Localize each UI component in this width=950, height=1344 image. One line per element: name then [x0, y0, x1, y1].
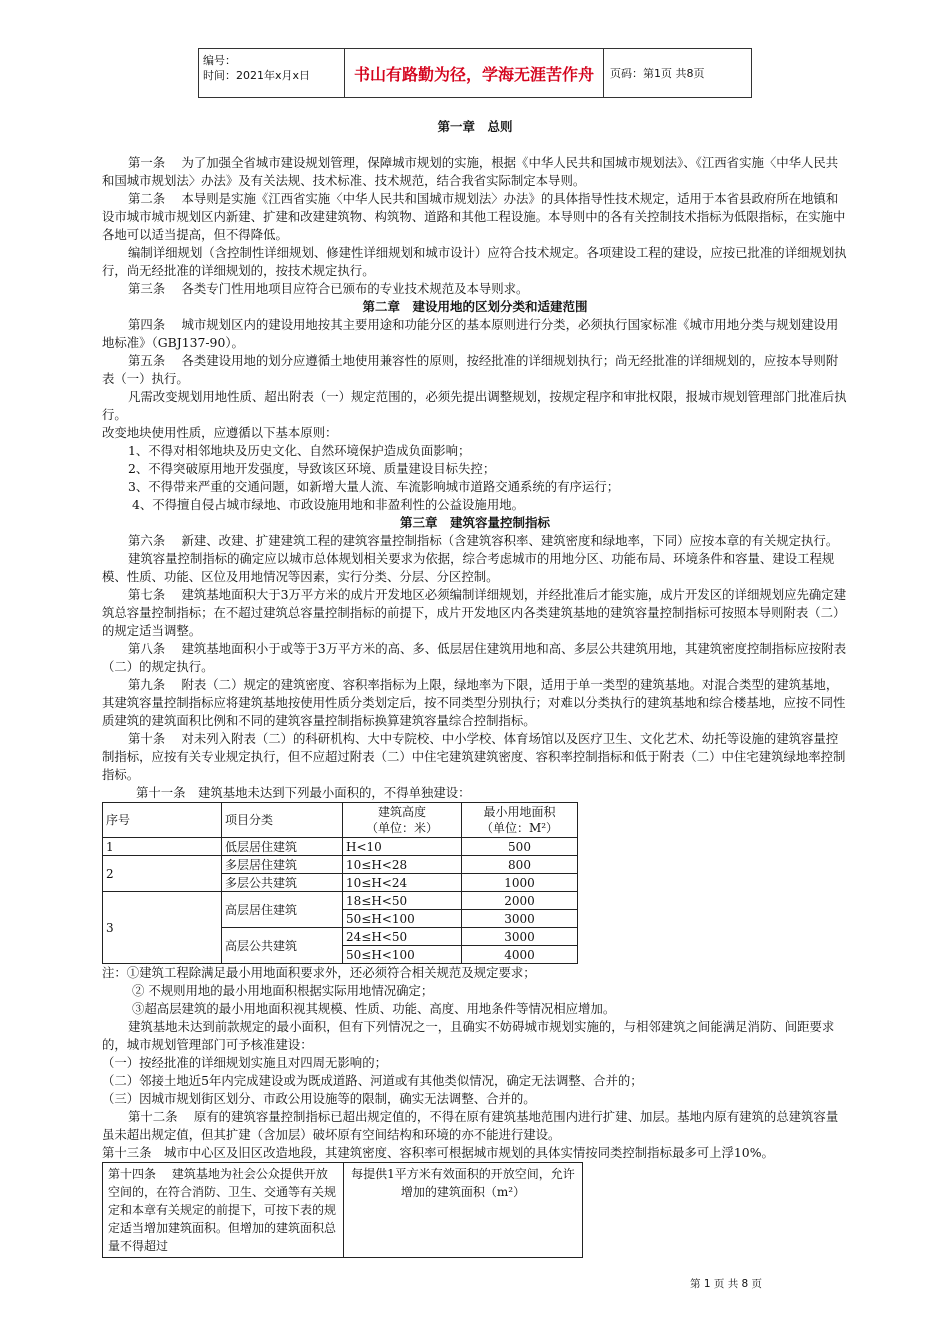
article-9: 第九条 附表（二）规定的建筑密度、容积率指标为上限，绿地率为下限，适用于单一类型的建筑基地。对混合类型的建筑基地，其建筑容量控制指标应将建筑基地按使用性质分类划定后，按不同类型分别执行；对难以分类执行的建筑基地和综合楼基地，应按不同性质建筑的建筑面积比例和不同的建筑容量控制指标换算建筑容量综合控制指标。	[102, 677, 846, 728]
chapter-2-title: 第二章 建设用地的区划分类和适建范围	[362, 299, 588, 314]
col-height: 建筑高度 （单位：米）	[343, 803, 462, 838]
chapter-3-title: 第三章 建筑容量控制指标	[399, 515, 550, 530]
article-2-paragraph: 编制详细规划（含控制性详细规划、修建性详细规划和城市设计）应符合技术规定。各项建设工程的建设，应按已批准的详细规划执行，尚无经批准的详细规划的，按技术规定执行。	[102, 245, 847, 278]
note-exception: 建筑基地未达到前款规定的最小面积，但有下列情况之一，且确实不妨碍城市规划实施的，与相邻建筑之间能满足消防、间距要求的，城市规划管理部门可予核准建设：	[102, 1019, 835, 1052]
bonus-area-header: 每提供1平方米有效面积的开放空间，允许增加的建筑面积（m²）	[344, 1163, 583, 1258]
header-time: 时间：2021年x月x日	[203, 69, 311, 82]
article-6-paragraph: 建筑容量控制指标的确定应以城市总体规划相关要求为依据，综合考虑城市的用地分区、功能布局、环境条件和容量、建设工程规模、性质、功能、区位及用地情况等因素，实行分类、分层、分区控制。	[102, 551, 835, 584]
col-category: 项目分类	[222, 803, 343, 838]
article-8: 第八条 建筑基地面积小于或等于3万平方米的高、多、低层居住建筑用地和高、多层公共建筑用地，其建筑密度控制指标应按附表（二）的规定执行。	[102, 641, 847, 674]
open-space-table	[102, 1162, 583, 1258]
article-1: 第一条 为了加强全省城市建设规划管理，保障城市规划的实施，根据《中华人民共和国城市规划法》、《江西省实施〈中华人民共和国城市规划法〉办法》及有关法规、技术标准、技术规范，结合我省实际制定本导则。	[102, 155, 839, 188]
table-row	[103, 1163, 583, 1258]
article-7: 第七条 建筑基地面积大于3万平方米的成片开发地区必须编制详细规划，并经批准后才能实施，成片开发区的详细规划应先确定建筑总容量控制指标；在不超过建筑总容量控制指标的前提下，成片开发地区内各类建筑基地的建筑容量控制指标可按照本导则附表（二）的规定适当调整。	[102, 587, 847, 638]
document-body	[102, 118, 848, 1258]
header-motto: 书山有路勤为径，学海无涯苦作舟	[345, 49, 604, 97]
exception-2: （二）邻接土地近5年内完成建设或为既成道路、河道或有其他类似情况，确定无法调整、合并的；	[102, 1073, 643, 1088]
article-5-principles: 改变地块使用性质，应遵循以下基本原则：	[102, 425, 338, 440]
page-footer: 第 1 页 共 8 页	[690, 1278, 763, 1290]
principle-2: 2、不得突破原用地开发强度，导致该区环境、质量建设目标失控；	[128, 461, 496, 476]
article-12: 第十二条 原有的建筑容量控制指标已超出规定值的，不得在原有建筑基地范围内进行扩建、加层。基地内原有建筑的总建筑容量虽未超出规定值，但其扩建（含加层）破坏原有空间结构和环境的亦不能进行建设。	[102, 1109, 839, 1142]
article-14-cell: 第十四条 建筑基地为社会公众提供开放空间的，在符合消防、卫生、交通等有关规定和本章有关规定的前提下，可按下表的规定适当增加建筑面积。但增加的建筑面积总量不得超过	[103, 1163, 344, 1258]
table-row: 2 多层居住建筑 10≤H<28 800	[103, 856, 578, 874]
article-5-paragraph: 凡需改变规划用地性质、超出附表（一）规定范围的，必须先提出调整规划，按规定程序和审批权限，报城市规划管理部门批准后执行。	[102, 389, 847, 422]
table-header-row	[103, 803, 578, 838]
table-row: 50≤H<100 4000	[103, 946, 578, 964]
col-min-area: 最小用地面积 （单位：M²）	[462, 803, 578, 838]
header-meta	[199, 49, 345, 97]
principle-1: 1、不得对相邻地块及历史文化、自然环境保护造成负面影响；	[128, 443, 471, 458]
exception-1: （一）按经批准的详细规划实施且对四周无影响的；	[102, 1055, 387, 1070]
article-2: 第二条 本导则是实施《江西省实施〈中华人民共和国城市规划法〉办法》的具体指导性技术规定，适用于本省县政府所在地镇和设市城市城市规划区内新建、扩建和改建建筑物、构筑物、道路和其他工程设施。本导则中的各有关控制技术指标为低限指标，在实施中各地可以适当提高，但不得降低。	[102, 191, 846, 242]
page-header	[198, 48, 752, 98]
article-4: 第四条 城市规划区内的建设用地按其主要用途和功能分区的基本原则进行分类，必须执行国家标准《城市用地分类与规划建设用地标准》（GBJ137-90）。	[102, 317, 839, 350]
principle-3: 3、不得带来严重的交通问题，如新增大量人流、车流影响城市道路交通系统的有序运行；	[128, 479, 620, 494]
article-5: 第五条 各类建设用地的划分应遵循土地使用兼容性的原则，按经批准的详细规划执行；尚无经批准的详细规划的，应按本导则附表（一）执行。	[102, 353, 839, 386]
article-13: 第十三条 城市中心区及旧区改造地段，其建筑密度、容积率可根据城市规划的具体实情按同类控制指标最多可上浮10%。	[102, 1145, 774, 1160]
table-row: 多层公共建筑 10≤H<24 1000	[103, 874, 578, 892]
header-page: 页码：第1页 共8页	[610, 67, 705, 80]
note-1: 注：①建筑工程除满足最小用地面积要求外，还必须符合相关规范及规定要求；	[102, 965, 536, 980]
principle-4: 4、不得擅自侵占城市绿地、市政设施用地和非盈利性的公益设施用地。	[132, 497, 524, 512]
table-row: 3 高层居住建筑 18≤H<50 2000	[103, 892, 578, 910]
table-row: 50≤H<100 3000	[103, 910, 578, 928]
article-6: 第六条 新建、改建、扩建建筑工程的建筑容量控制指标（含建筑容积率、建筑密度和绿地率，下同）应按本章的有关规定执行。	[128, 533, 839, 548]
col-no: 序号	[103, 803, 222, 838]
table-row: 1 低层居住建筑 H<10 500	[103, 838, 578, 856]
article-10: 第十条 对未列入附表（二）的科研机构、大中专院校、中小学校、体育场馆以及医疗卫生、文化艺术、幼托等设施的建筑容量控制指标，应按有关专业规定执行，但不应超过附表（二）中住宅建筑建筑密度、容积率控制指标和低于附表（二）中住宅建筑绿地率控制指标。	[102, 731, 846, 782]
note-3: ③超高层建筑的最小用地面积视其规模、性质、功能、高度、用地条件等情况相应增加。	[132, 1001, 616, 1016]
header-number: 编号：	[203, 54, 236, 67]
chapter-1-title: 第一章 总则	[437, 119, 513, 134]
note-2: ② 不规则用地的最小用地面积根据实际用地情况确定；	[132, 983, 434, 998]
article-11: 第十一条 建筑基地未达到下列最小面积的，不得单独建设：	[136, 785, 471, 800]
table-row: 高层公共建筑 24≤H<50 3000	[103, 928, 578, 946]
min-area-table	[102, 802, 578, 964]
article-3: 第三条 各类专门性用地项目应符合已颁布的专业技术规范及本导则求。	[128, 281, 529, 296]
exception-3: （三）因城市规划街区划分、市政公用设施等的限制，确实无法调整、合并的。	[102, 1091, 536, 1106]
